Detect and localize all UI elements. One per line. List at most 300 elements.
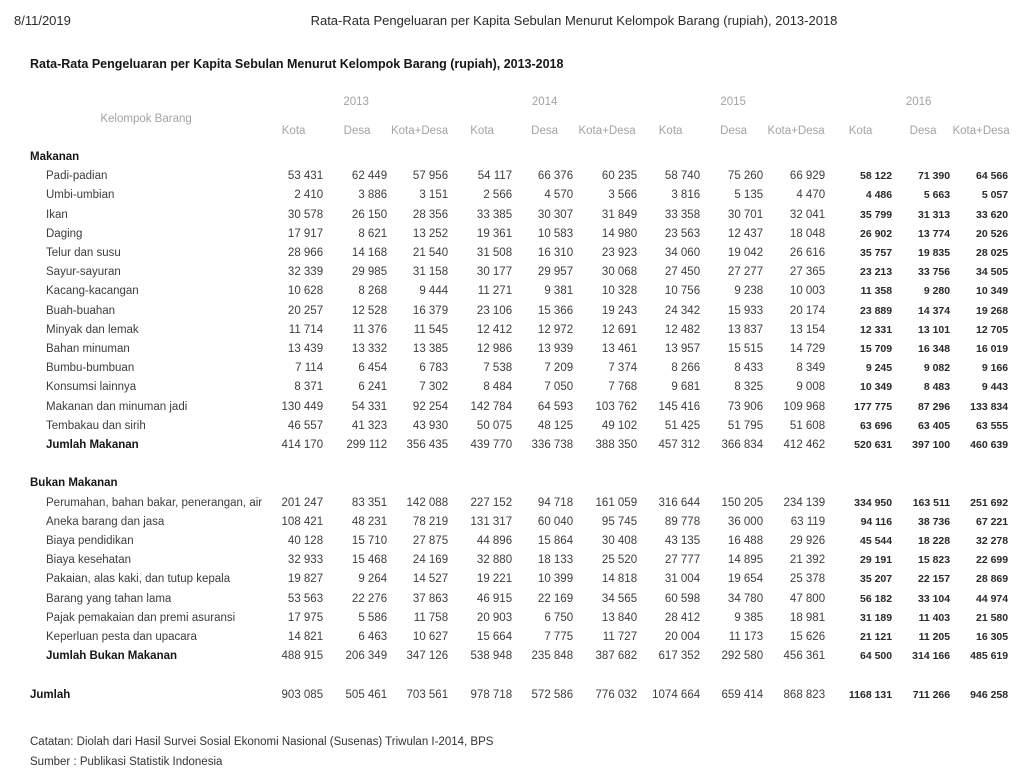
value-cell: 51 425 xyxy=(664,419,701,432)
value-cell: 11 271 xyxy=(477,285,513,298)
row-label: Sayur-sayuran xyxy=(46,266,121,279)
value-cell: 12 705 xyxy=(975,323,1009,336)
value-cell: 7 050 xyxy=(544,381,574,394)
value-cell: 26 902 xyxy=(859,227,893,240)
item-row-biaya-kesehatan xyxy=(30,551,1010,570)
value-cell: 13 774 xyxy=(917,227,951,240)
item-row-padi-padian xyxy=(30,167,1010,186)
value-cell: 14 818 xyxy=(601,573,638,586)
value-cell: 235 848 xyxy=(531,650,574,663)
value-cell: 10 627 xyxy=(412,631,449,644)
value-cell: 13 939 xyxy=(537,343,574,356)
row-label: Jumlah xyxy=(30,688,71,701)
value-cell: 14 729 xyxy=(789,343,826,356)
value-cell: 47 800 xyxy=(789,592,826,605)
value-cell: 9 444 xyxy=(419,285,449,298)
value-cell: 48 231 xyxy=(351,515,388,528)
row-label: Jumlah Makanan xyxy=(46,439,139,452)
value-cell: 7 209 xyxy=(544,362,574,375)
value-cell: 32 933 xyxy=(287,554,324,567)
value-cell: 33 358 xyxy=(664,208,701,221)
value-cell: 4 470 xyxy=(796,189,826,202)
value-cell: 868 823 xyxy=(783,688,826,701)
value-cell: 8 483 xyxy=(923,381,951,394)
value-cell: 43 135 xyxy=(664,535,701,548)
section-header-makanan xyxy=(30,148,1010,167)
subcol-header-2013-kota: Kota xyxy=(281,125,306,137)
value-cell: 460 639 xyxy=(970,439,1009,452)
year-header-2015: 2015 xyxy=(720,96,746,108)
value-cell: 24 342 xyxy=(664,304,701,317)
row-label: Biaya pendidikan xyxy=(46,535,134,548)
value-cell: 5 057 xyxy=(981,189,1009,202)
value-cell: 31 158 xyxy=(412,266,449,279)
value-cell: 20 526 xyxy=(975,227,1009,240)
item-row-pakaian-alas-kaki-dan-tutup-kepala xyxy=(30,570,1010,589)
value-cell: 24 169 xyxy=(412,554,449,567)
value-cell: 12 986 xyxy=(476,343,513,356)
value-cell: 60 040 xyxy=(537,515,574,528)
value-cell: 22 276 xyxy=(351,592,388,605)
value-cell: 6 463 xyxy=(358,631,388,644)
value-cell: 30 408 xyxy=(601,535,638,548)
value-cell: 14 895 xyxy=(727,554,764,567)
value-cell: 18 048 xyxy=(789,227,826,240)
value-cell: 9 008 xyxy=(796,381,826,394)
row-label: Biaya kesehatan xyxy=(46,554,132,567)
value-cell: 356 435 xyxy=(406,439,449,452)
value-cell: 15 823 xyxy=(917,554,951,567)
value-cell: 15 864 xyxy=(537,535,574,548)
column-header-kelompok-barang: Kelompok Barang xyxy=(100,113,192,125)
item-row-makanan-dan-minuman-jadi xyxy=(30,398,1010,417)
value-cell: 51 795 xyxy=(727,419,764,432)
value-cell: 13 154 xyxy=(789,323,826,336)
value-cell: 18 981 xyxy=(789,611,826,624)
value-cell: 27 277 xyxy=(727,266,764,279)
value-cell: 28 025 xyxy=(975,247,1009,260)
value-cell: 15 626 xyxy=(789,631,826,644)
value-cell: 25 520 xyxy=(601,554,638,567)
value-cell: 15 515 xyxy=(727,343,764,356)
value-cell: 10 328 xyxy=(601,285,638,298)
value-cell: 7 374 xyxy=(608,362,638,375)
value-cell: 13 461 xyxy=(601,343,638,356)
value-cell: 25 378 xyxy=(789,573,826,586)
value-cell: 3 151 xyxy=(419,189,449,202)
value-cell: 4 486 xyxy=(865,189,893,202)
table-header xyxy=(30,90,1010,148)
value-cell: 11 358 xyxy=(860,285,893,298)
value-cell: 617 352 xyxy=(658,650,701,663)
value-cell: 12 972 xyxy=(537,323,574,336)
value-cell: 33 385 xyxy=(476,208,513,221)
value-cell: 9 264 xyxy=(358,573,388,586)
value-cell: 142 784 xyxy=(470,400,513,413)
value-cell: 15 366 xyxy=(537,304,574,317)
value-cell: 43 930 xyxy=(412,419,449,432)
row-label: Konsumsi lainnya xyxy=(46,381,137,394)
value-cell: 46 915 xyxy=(476,592,513,605)
row-label: Buah-buahan xyxy=(46,304,116,317)
total-row-jumlah-makanan xyxy=(30,436,1010,455)
value-cell: 6 241 xyxy=(358,381,388,394)
value-cell: 978 718 xyxy=(470,688,513,701)
spacer-row xyxy=(30,666,1010,685)
value-cell: 48 125 xyxy=(537,419,574,432)
value-cell: 9 381 xyxy=(544,285,574,298)
item-row-ikan xyxy=(30,206,1010,225)
value-cell: 16 379 xyxy=(412,304,449,317)
value-cell: 316 644 xyxy=(658,496,701,509)
value-cell: 54 117 xyxy=(477,170,513,183)
value-cell: 32 278 xyxy=(975,535,1009,548)
value-cell: 64 566 xyxy=(975,170,1009,183)
item-row-bumbu-bumbuan xyxy=(30,359,1010,378)
value-cell: 33 104 xyxy=(917,592,951,605)
table-body xyxy=(30,148,1010,705)
value-cell: 14 374 xyxy=(917,304,951,317)
value-cell: 49 102 xyxy=(601,419,638,432)
item-row-barang-yang-tahan-lama xyxy=(30,590,1010,609)
value-cell: 64 593 xyxy=(537,400,574,413)
value-cell: 19 835 xyxy=(917,247,951,260)
value-cell: 19 243 xyxy=(601,304,638,317)
item-row-kacang-kacangan xyxy=(30,282,1010,301)
value-cell: 16 348 xyxy=(917,343,951,356)
value-cell: 17 975 xyxy=(287,611,324,624)
value-cell: 142 088 xyxy=(406,496,449,509)
item-row-tembakau-dan-sirih xyxy=(30,417,1010,436)
value-cell: 299 112 xyxy=(346,439,388,452)
row-label: Pakaian, alas kaki, dan tutup kepala xyxy=(46,573,231,586)
value-cell: 145 416 xyxy=(658,400,701,413)
row-label: Minyak dan lemak xyxy=(46,323,139,336)
value-cell: 13 385 xyxy=(412,343,449,356)
total-row-jumlah-bukan-makanan xyxy=(30,647,1010,666)
row-label: Makanan dan minuman jadi xyxy=(46,400,188,413)
value-cell: 14 980 xyxy=(601,227,638,240)
value-cell: 7 538 xyxy=(483,362,513,375)
value-cell: 659 414 xyxy=(721,688,764,701)
value-cell: 23 213 xyxy=(859,266,893,279)
value-cell: 29 957 xyxy=(537,266,574,279)
item-row-telur-dan-susu xyxy=(30,244,1010,263)
value-cell: 13 957 xyxy=(664,343,701,356)
value-cell: 89 778 xyxy=(664,515,701,528)
subcol-header-2014-kota-desa: Kota+Desa xyxy=(578,125,636,137)
row-label: Umbi-umbian xyxy=(46,189,115,202)
subcol-header-2014-desa: Desa xyxy=(531,125,559,137)
value-cell: 11 173 xyxy=(728,631,764,644)
subcol-header-2016-kota: Kota xyxy=(848,125,873,137)
value-cell: 16 019 xyxy=(975,343,1009,356)
value-cell: 19 654 xyxy=(727,573,764,586)
row-label: Aneka barang dan jasa xyxy=(46,515,165,528)
value-cell: 6 454 xyxy=(358,362,388,375)
section-header-bukan-makanan xyxy=(30,474,1010,493)
value-cell: 71 390 xyxy=(917,170,951,183)
value-cell: 9 280 xyxy=(923,285,951,298)
value-cell: 78 219 xyxy=(412,515,449,528)
value-cell: 23 923 xyxy=(601,247,638,260)
value-cell: 336 738 xyxy=(531,439,574,452)
value-cell: 9 166 xyxy=(981,362,1009,375)
value-cell: 28 966 xyxy=(287,247,324,260)
value-cell: 11 376 xyxy=(352,323,388,336)
value-cell: 37 863 xyxy=(412,592,449,605)
value-cell: 23 106 xyxy=(476,304,513,317)
value-cell: 456 361 xyxy=(783,650,826,663)
value-cell: 27 450 xyxy=(664,266,701,279)
value-cell: 19 361 xyxy=(476,227,513,240)
value-cell: 13 101 xyxy=(917,323,951,336)
value-cell: 58 122 xyxy=(859,170,893,183)
value-cell: 439 770 xyxy=(470,439,513,452)
value-cell: 13 837 xyxy=(727,323,764,336)
value-cell: 15 933 xyxy=(727,304,764,317)
value-cell: 32 880 xyxy=(476,554,513,567)
item-row-sayur-sayuran xyxy=(30,263,1010,282)
value-cell: 32 339 xyxy=(287,266,324,279)
value-cell: 9 385 xyxy=(734,611,764,624)
value-cell: 251 692 xyxy=(970,496,1009,509)
value-cell: 10 003 xyxy=(789,285,826,298)
value-cell: 12 437 xyxy=(727,227,764,240)
value-cell: 397 100 xyxy=(912,439,951,452)
value-cell: 26 616 xyxy=(789,247,826,260)
value-cell: 7 775 xyxy=(544,631,574,644)
value-cell: 18 228 xyxy=(917,535,951,548)
value-cell: 412 462 xyxy=(783,439,826,452)
subcol-header-2016-desa: Desa xyxy=(909,125,937,137)
value-cell: 10 756 xyxy=(664,285,701,298)
value-cell: 7 768 xyxy=(608,381,638,394)
value-cell: 23 889 xyxy=(859,304,893,317)
value-cell: 21 540 xyxy=(412,247,449,260)
value-cell: 12 691 xyxy=(601,323,638,336)
value-cell: 12 482 xyxy=(664,323,701,336)
item-row-bahan-minuman xyxy=(30,340,1010,359)
value-cell: 8 433 xyxy=(734,362,764,375)
value-cell: 108 421 xyxy=(281,515,324,528)
value-cell: 22 699 xyxy=(975,554,1009,567)
value-cell: 31 004 xyxy=(664,573,701,586)
value-cell: 73 906 xyxy=(727,400,764,413)
value-cell: 163 511 xyxy=(912,496,951,509)
value-cell: 177 775 xyxy=(854,400,893,413)
value-cell: 22 157 xyxy=(917,573,951,586)
value-cell: 28 356 xyxy=(412,208,449,221)
item-row-umbi-umbian xyxy=(30,186,1010,205)
value-cell: 520 631 xyxy=(854,439,893,452)
subcol-header-2016-kota-desa: Kota+Desa xyxy=(952,125,1010,137)
value-cell: 34 505 xyxy=(975,266,1009,279)
value-cell: 133 834 xyxy=(970,400,1009,413)
value-cell: 10 349 xyxy=(859,381,893,394)
footnote-sumber: Sumber : Publikasi Statistik Indonesia xyxy=(30,756,223,768)
value-cell: 10 399 xyxy=(537,573,574,586)
value-cell: 6 783 xyxy=(419,362,449,375)
value-cell: 57 956 xyxy=(412,170,449,183)
value-cell: 16 488 xyxy=(727,535,764,548)
row-label: Daging xyxy=(46,227,83,240)
row-label: Ikan xyxy=(46,208,68,221)
value-cell: 7 114 xyxy=(295,362,324,375)
value-cell: 16 305 xyxy=(975,631,1009,644)
value-cell: 14 821 xyxy=(287,631,324,644)
value-cell: 21 392 xyxy=(789,554,826,567)
value-cell: 10 583 xyxy=(537,227,574,240)
value-cell: 35 757 xyxy=(859,247,893,260)
row-label: Kacang-kacangan xyxy=(46,285,139,298)
value-cell: 21 121 xyxy=(859,631,893,644)
section-label: Makanan xyxy=(30,151,80,163)
value-cell: 161 059 xyxy=(595,496,638,509)
value-cell: 16 310 xyxy=(537,247,574,260)
item-row-aneka-barang-dan-jasa xyxy=(30,513,1010,532)
value-cell: 31 313 xyxy=(917,208,951,221)
value-cell: 53 563 xyxy=(287,592,324,605)
value-cell: 15 664 xyxy=(476,631,513,644)
value-cell: 40 128 xyxy=(287,535,324,548)
value-cell: 29 985 xyxy=(351,266,388,279)
value-cell: 50 075 xyxy=(476,419,513,432)
value-cell: 314 166 xyxy=(912,650,951,663)
value-cell: 4 570 xyxy=(544,189,574,202)
section-label: Bukan Makanan xyxy=(30,477,118,490)
value-cell: 63 119 xyxy=(790,515,826,528)
value-cell: 8 484 xyxy=(483,381,513,394)
value-cell: 387 682 xyxy=(595,650,638,663)
year-header-row xyxy=(30,90,1010,114)
value-cell: 2 566 xyxy=(483,189,513,202)
value-cell: 9 443 xyxy=(981,381,1009,394)
value-cell: 46 557 xyxy=(287,419,324,432)
value-cell: 457 312 xyxy=(658,439,701,452)
value-cell: 8 325 xyxy=(734,381,764,394)
value-cell: 53 431 xyxy=(287,170,324,183)
value-cell: 32 041 xyxy=(789,208,826,221)
value-cell: 414 170 xyxy=(281,439,324,452)
value-cell: 5 663 xyxy=(923,189,951,202)
item-row-biaya-pendidikan xyxy=(30,532,1010,551)
value-cell: 19 221 xyxy=(476,573,513,586)
value-cell: 347 126 xyxy=(406,650,449,663)
value-cell: 903 085 xyxy=(281,688,324,701)
value-cell: 8 268 xyxy=(358,285,388,298)
value-cell: 776 032 xyxy=(595,688,638,701)
value-cell: 19 268 xyxy=(975,304,1009,317)
item-row-pajak-pemakaian-dan-premi-asuransi xyxy=(30,609,1010,628)
value-cell: 67 221 xyxy=(975,515,1009,528)
value-cell: 33 620 xyxy=(975,208,1009,221)
value-cell: 13 332 xyxy=(351,343,388,356)
value-cell: 35 207 xyxy=(859,573,893,586)
value-cell: 92 254 xyxy=(412,400,449,413)
row-label: Padi-padian xyxy=(46,170,108,183)
value-cell: 63 696 xyxy=(859,419,893,432)
value-cell: 13 840 xyxy=(601,611,638,624)
value-cell: 31 508 xyxy=(476,247,513,260)
value-cell: 28 412 xyxy=(664,611,701,624)
value-cell: 103 762 xyxy=(595,400,638,413)
value-cell: 27 365 xyxy=(789,266,826,279)
value-cell: 11 727 xyxy=(602,631,638,644)
value-cell: 5 586 xyxy=(358,611,388,624)
value-cell: 27 777 xyxy=(664,554,701,567)
value-cell: 946 258 xyxy=(970,688,1009,701)
value-cell: 8 621 xyxy=(358,227,388,240)
value-cell: 15 710 xyxy=(351,535,388,548)
value-cell: 45 544 xyxy=(859,535,893,548)
value-cell: 14 527 xyxy=(412,573,449,586)
value-cell: 703 561 xyxy=(406,688,449,701)
value-cell: 60 598 xyxy=(664,592,701,605)
value-cell: 38 736 xyxy=(917,515,951,528)
value-cell: 8 349 xyxy=(796,362,826,375)
value-cell: 66 929 xyxy=(789,170,826,183)
value-cell: 13 252 xyxy=(412,227,449,240)
value-cell: 538 948 xyxy=(470,650,513,663)
value-cell: 130 449 xyxy=(281,400,324,413)
value-cell: 11 403 xyxy=(918,611,951,624)
value-cell: 56 182 xyxy=(859,592,893,605)
value-cell: 9 245 xyxy=(865,362,893,375)
value-cell: 51 608 xyxy=(789,419,826,432)
value-cell: 388 350 xyxy=(595,439,638,452)
subcol-header-2015-desa: Desa xyxy=(720,125,748,137)
expenditure-table xyxy=(30,90,1010,705)
value-cell: 488 915 xyxy=(281,650,324,663)
value-cell: 27 875 xyxy=(412,535,449,548)
value-cell: 22 169 xyxy=(537,592,574,605)
grand-total-row-jumlah xyxy=(30,686,1010,705)
subcol-header-2013-desa: Desa xyxy=(343,125,371,137)
row-label: Telur dan susu xyxy=(46,247,121,260)
value-cell: 11 714 xyxy=(288,323,324,336)
value-cell: 94 116 xyxy=(860,515,893,528)
spacer-row xyxy=(30,455,1010,474)
value-cell: 10 628 xyxy=(287,285,324,298)
value-cell: 62 449 xyxy=(351,170,388,183)
value-cell: 23 563 xyxy=(664,227,701,240)
value-cell: 29 926 xyxy=(789,535,826,548)
value-cell: 13 439 xyxy=(287,343,324,356)
value-cell: 21 580 xyxy=(975,611,1009,624)
item-row-keperluan-pesta-dan-upacara xyxy=(30,628,1010,647)
value-cell: 94 718 xyxy=(537,496,574,509)
value-cell: 8 266 xyxy=(671,362,701,375)
value-cell: 9 238 xyxy=(734,285,764,298)
item-row-perumahan-bahan-bakar-penerangan-air xyxy=(30,494,1010,513)
value-cell: 12 331 xyxy=(859,323,893,336)
subcol-header-2014-kota: Kota xyxy=(470,125,494,137)
value-cell: 1168 131 xyxy=(848,688,893,701)
value-cell: 95 745 xyxy=(601,515,638,528)
value-cell: 66 376 xyxy=(537,170,574,183)
value-cell: 11 758 xyxy=(413,611,449,624)
value-cell: 17 917 xyxy=(287,227,324,240)
value-cell: 292 580 xyxy=(721,650,764,663)
value-cell: 3 566 xyxy=(608,189,638,202)
row-label: Tembakau dan sirih xyxy=(46,419,146,432)
value-cell: 505 461 xyxy=(345,688,388,701)
footnote-catatan: Catatan: Diolah dari Hasil Survei Sosial Ekonomi Nasional (Susenas) Triwulan I-2014, BPS xyxy=(30,736,494,748)
subcol-header-2015-kota-desa: Kota+Desa xyxy=(767,125,825,137)
row-label: Pajak pemakaian dan premi asuransi xyxy=(46,611,236,624)
value-cell: 20 903 xyxy=(476,611,513,624)
